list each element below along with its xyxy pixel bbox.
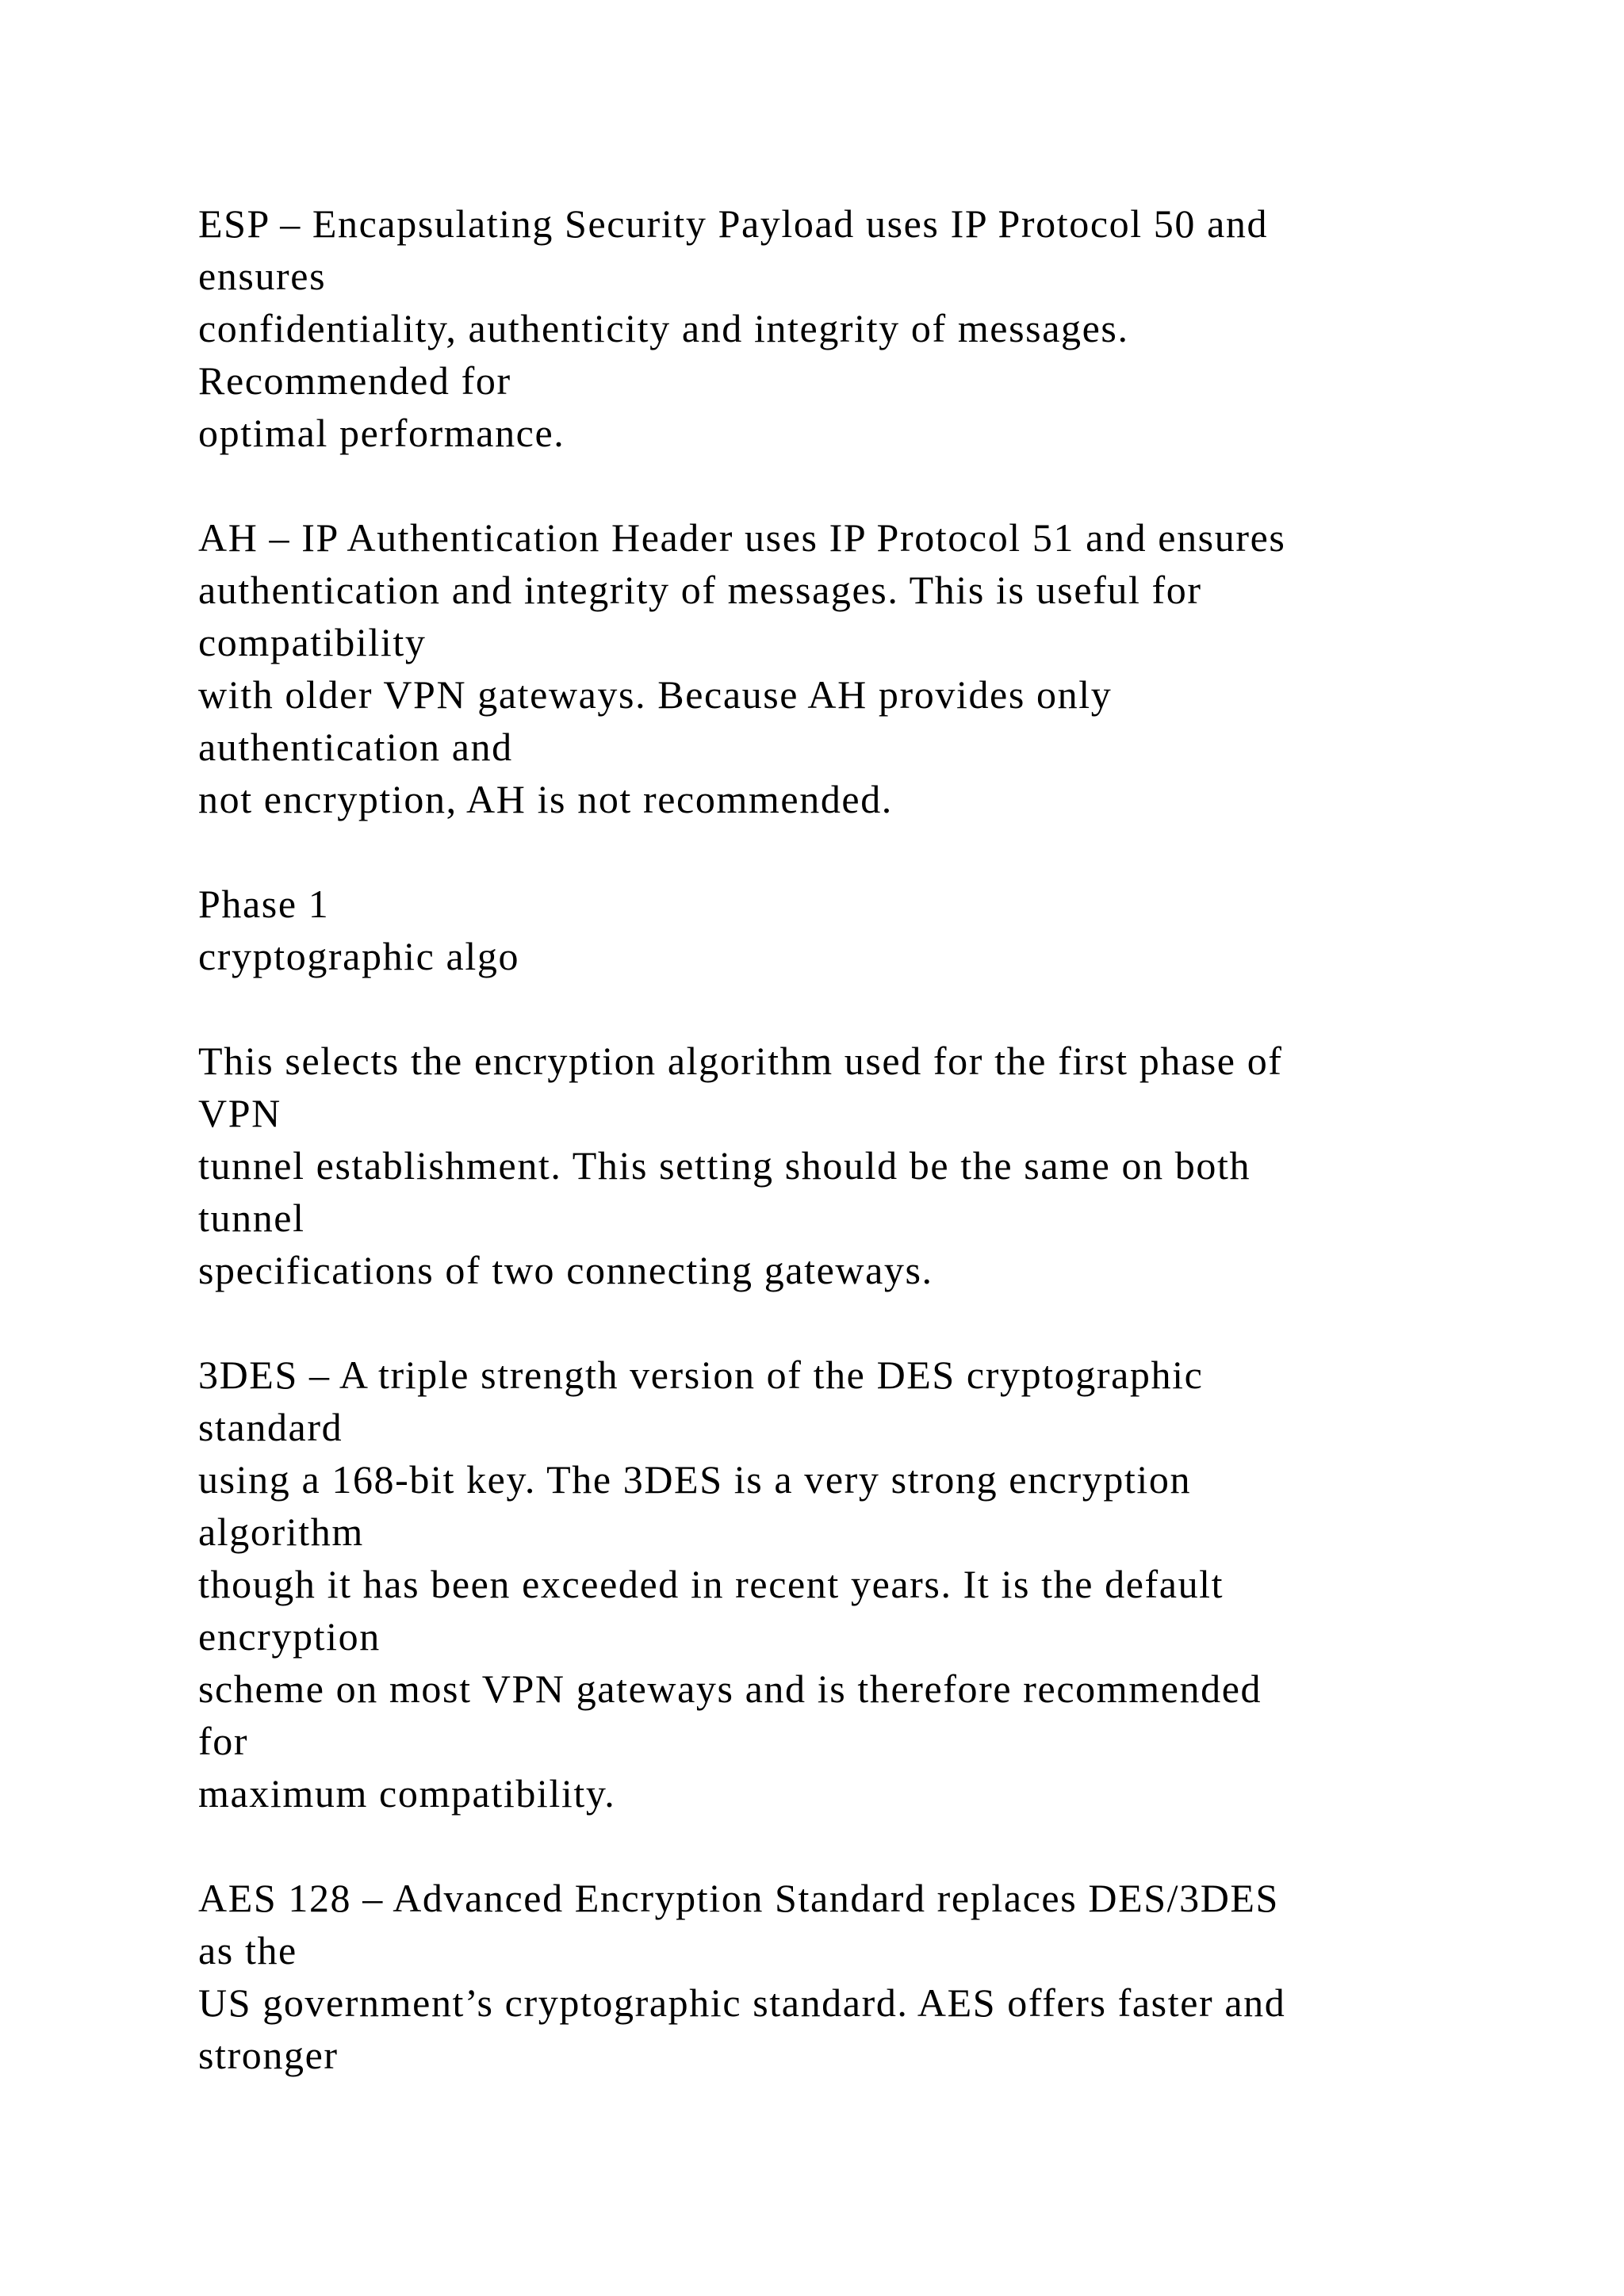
text-line: algorithm: [198, 1510, 364, 1554]
text-line: for: [198, 1719, 249, 1763]
text-line: tunnel: [198, 1196, 305, 1240]
text-line: VPN: [198, 1091, 282, 1135]
text-line: using a 168-bit key. The 3DES is a very strong encryption: [198, 1457, 1192, 1502]
text-line: authentication and integrity of messages. This is useful for: [198, 568, 1202, 612]
text-line: maximum compatibility.: [198, 1771, 616, 1816]
text-line: optimal performance.: [198, 411, 565, 455]
text-line: standard: [198, 1405, 343, 1449]
paragraph-esp: [198, 197, 1546, 459]
text-line: confidentiality, authenticity and integrity of messages.: [198, 306, 1129, 350]
text-line: Recommended for: [198, 358, 511, 403]
text-line: Phase 1: [198, 882, 330, 926]
text-line: ESP – Encapsulating Security Payload uses IP Protocol 50 and: [198, 201, 1269, 246]
paragraph-aes128: [198, 1872, 1546, 2081]
text-line: authentication and: [198, 725, 513, 769]
text-line: compatibility: [198, 620, 427, 664]
paragraph-encryption-selection: [198, 1035, 1546, 1296]
text-line: 3DES – A triple strength version of the DES cryptographic: [198, 1353, 1204, 1397]
text-line: AH – IP Authentication Header uses IP Protocol 51 and ensures: [198, 515, 1286, 560]
text-line: though it has been exceeded in recent years. It is the default: [198, 1562, 1224, 1606]
text-line: specifications of two connecting gateways.: [198, 1248, 933, 1292]
paragraph-ah: [198, 511, 1546, 825]
document-body: [198, 197, 1546, 2133]
text-line: scheme on most VPN gateways and is therefore recommended: [198, 1667, 1262, 1711]
text-line: encryption: [198, 1614, 381, 1659]
text-line: cryptographic algo: [198, 934, 520, 978]
text-line: as the: [198, 1928, 297, 1973]
paragraph-3des: [198, 1349, 1546, 1820]
text-line: tunnel establishment. This setting should be the same on both: [198, 1143, 1251, 1188]
text-line: with older VPN gateways. Because AH provides only: [198, 672, 1113, 717]
text-line: US government’s cryptographic standard. AES offers faster and: [198, 1980, 1286, 2025]
text-line: not encryption, AH is not recommended.: [198, 777, 893, 821]
text-line: stronger: [198, 2033, 339, 2077]
text-line: This selects the encryption algorithm used for the first phase of: [198, 1039, 1283, 1083]
text-line: AES 128 – Advanced Encryption Standard replaces DES/3DES: [198, 1876, 1279, 1920]
text-line: ensures: [198, 254, 327, 298]
paragraph-phase1-heading: [198, 878, 1546, 982]
